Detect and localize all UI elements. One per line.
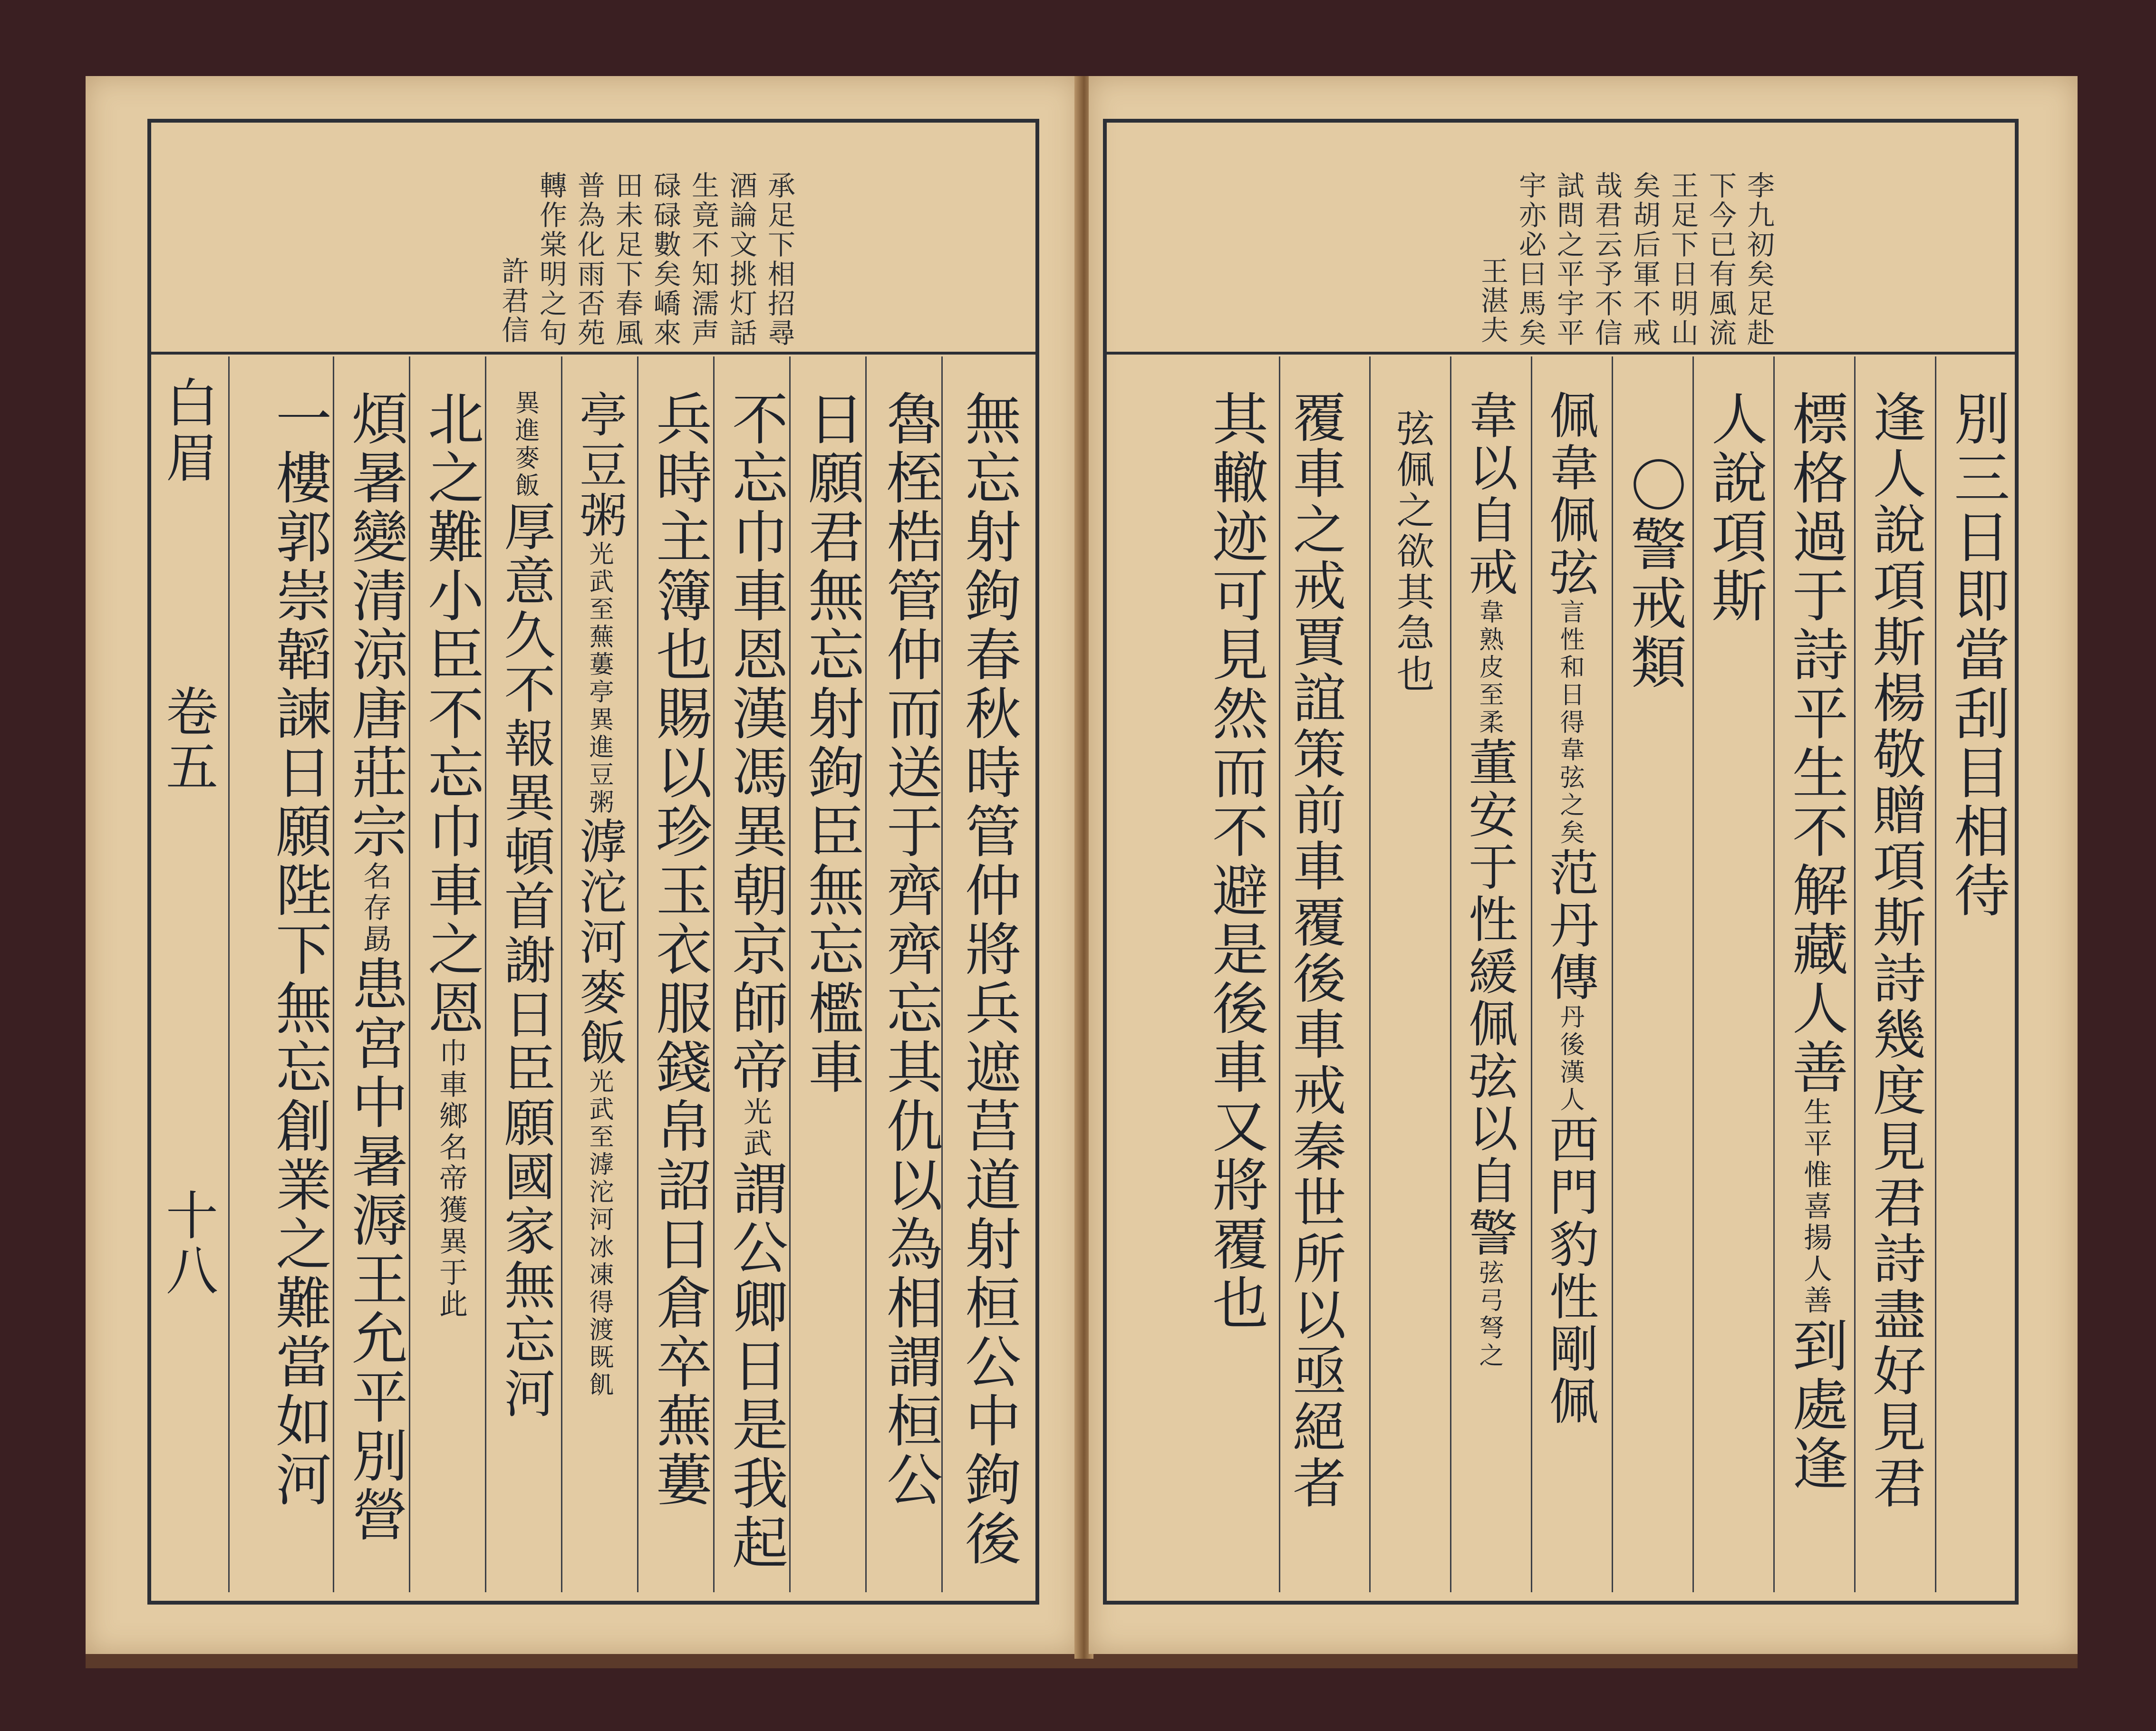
- left-header-note: 酒論文挑灯話: [725, 171, 757, 348]
- right-header-note: 李九初矣足赴: [1742, 171, 1775, 348]
- right-header-note: 王湛夫: [1476, 257, 1508, 345]
- margin-volume: 卷五: [157, 684, 218, 795]
- text-column: 一樓郭崇韜諫日願陛下無忘創業之難當如河: [266, 390, 332, 1510]
- left-header-note: 承足下相招尋: [763, 171, 795, 348]
- text-column: 逢人說項斯楊敬贈項斯詩幾度見君詩盡好見君: [1864, 390, 1926, 1511]
- text-column: 不忘巾車恩漢馮異朝京師帝光武謂公卿日是我起: [723, 390, 788, 1572]
- right-page: [1089, 76, 2078, 1654]
- column-rule: [1279, 356, 1280, 1592]
- left-header-divider: [147, 352, 1039, 355]
- left-page: [86, 76, 1079, 1654]
- open-book: [86, 76, 2078, 1668]
- text-column: 兵時主簿也賜以珍玉衣服錢帛詔日倉卒蕪蔞: [647, 390, 712, 1510]
- column-rule: [1531, 356, 1532, 1592]
- column-rule: [409, 356, 410, 1592]
- column-rule: [1692, 356, 1694, 1592]
- text-column: 標格過于詩平生不解藏人善生平惟喜揚人善到處逢: [1783, 390, 1848, 1493]
- margin-page-number: 十八: [157, 1188, 218, 1298]
- right-header-note: 矣胡后軍不戒: [1628, 171, 1661, 348]
- right-header-note: 試問之平宇平: [1552, 171, 1585, 348]
- right-header-note: 哉君云予不信: [1590, 171, 1623, 348]
- column-rule: [485, 356, 486, 1592]
- text-column: 無忘射鉤春秋時管仲將兵遮莒道射桓公中鉤後: [956, 390, 1021, 1568]
- text-column: 日願君無忘射鉤臣無忘檻車: [799, 390, 864, 1097]
- column-rule: [1612, 356, 1613, 1592]
- left-header-note: 田未足下春風: [611, 171, 643, 348]
- section-heading: 〇警戒類: [1621, 456, 1687, 692]
- text-column: 魯桎梏管仲而送于齊齊忘其仇以為相謂桓公: [877, 390, 943, 1510]
- text-column: 韋以自戒韋熟皮至柔董安于性緩佩弦以自警弦弓弩之: [1460, 390, 1518, 1370]
- margin-title: 白眉: [157, 375, 218, 486]
- column-rule: [1854, 356, 1856, 1592]
- left-margin-rule: [228, 356, 230, 1592]
- text-column: 北之難小臣不忘巾車之恩巾車鄉名帝獲異于此: [418, 390, 484, 1320]
- column-rule: [333, 356, 334, 1592]
- column-rule: [1450, 356, 1451, 1592]
- left-header-note: 生竟不知濡声: [687, 171, 719, 348]
- left-header-note: 許君信: [497, 257, 529, 345]
- right-header-note: 王足下日明山: [1666, 171, 1699, 348]
- column-rule: [1369, 356, 1371, 1592]
- column-rule: [713, 356, 715, 1592]
- column-rule: [637, 356, 638, 1592]
- text-column: 別三日即當刮目相待: [1944, 390, 2010, 920]
- text-column: 覆車之戒賈誼策前車覆後車戒秦世所以亟絕者: [1284, 390, 1346, 1511]
- text-column: 亭豆粥光武至蕪蔞亭異進豆粥滹沱河麥飯光武至滹沱河冰凍得渡既飢: [571, 390, 627, 1399]
- text-column: 其轍迹可見然而不避是後車又將覆也: [1203, 390, 1268, 1333]
- column-rule: [1773, 356, 1775, 1592]
- column-rule: [789, 356, 791, 1592]
- text-column: 異進麥飯厚意久不報異頓首謝日臣願國家無忘河: [495, 390, 555, 1421]
- right-header-note: 宇亦必曰馬矣: [1514, 171, 1547, 348]
- left-header-note: 普為化雨否苑: [573, 171, 605, 348]
- column-rule: [865, 356, 867, 1592]
- text-column: 弦佩之欲其急也: [1390, 409, 1434, 695]
- left-header-note: 轉作棠明之句: [535, 171, 567, 348]
- text-column: 煩暑變清涼唐莊宗名存勗患宮中暑溽王允平別營: [342, 390, 408, 1545]
- column-rule: [561, 356, 562, 1592]
- right-header-divider: [1103, 352, 2019, 355]
- text-column: 佩韋佩弦言性和日得韋弦之矣范丹傳丹後漢人西門豹性剛佩: [1541, 390, 1599, 1428]
- column-rule: [1935, 356, 1936, 1592]
- left-header-note: 碌碌數矣嶠來: [649, 171, 681, 348]
- right-header-note: 下今已有風流: [1704, 171, 1737, 348]
- text-column: 人說項斯: [1702, 390, 1768, 625]
